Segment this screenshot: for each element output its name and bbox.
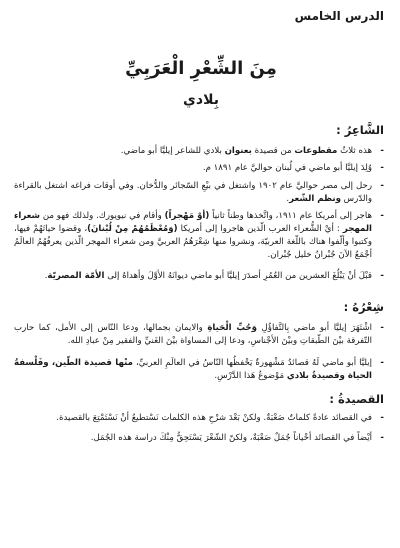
text-run: في القصائد عادةً كلماتٌ صَعْبَةٌ. ولكنْ بَعْدَ شرْحِ هذه الكلمات نَسْتطيعُ أنْ نَسْتَمْتِعَ بالقصيدة. (56, 413, 372, 423)
text-run: وأقام في نيويورك. ولذلك فهو من (40, 211, 165, 221)
text-run: من قصيدة (251, 146, 295, 156)
text-run: : أيْ الشُّعراء العرب الّذين هاجروا إلى أمريكا (177, 224, 343, 234)
bold-phrase: (وَمُعْظَمُهُمْ مِنْ لُبْنانَ) (87, 224, 178, 234)
list-item (14, 412, 384, 425)
text-run: بلادي للشاعر إيليَّا أبو ماضي. (120, 146, 225, 156)
bold-phrase: وَحُبِّ الْحَياةِ (207, 323, 257, 333)
text-run: هاجر إلى أمريكا عام ١٩١١، واتَّخذها وطناً ثانياً (209, 211, 372, 221)
bold-phrase: (أوْ مَهْجراً) (164, 211, 210, 221)
text-run: أيْضاً في القصائد أحْياناً جُمَلٌ صَعْبَةٌ، ولكنّ الشّعْرَ يَسْتَحِقُّ مِنْكَ دراسة هذه الجُمَل. (90, 433, 372, 443)
list-item (14, 210, 384, 262)
text-run: ، وقضوا حياتَهُمْ فيها، وكتبوا وألّفوا هناك باللّغة العربيّة، ونشروا منها شِعْرَهُمُ العربيَّ ومن شعراء المهجر الّذين يعرفُهُمُ العالَمُ أجْمَعُ الآنَ جُبْرانُ خليل جُبْران. (14, 224, 372, 260)
text-run: اشْتَهَرَ إيليَّا أبو ماضي بِالتَّفاؤُلِ (256, 323, 372, 333)
section-heading-poetry: شِعْرُهُ : (343, 300, 384, 314)
section-heading-poet: الشَّاعِرُ : (336, 123, 384, 137)
list-item (14, 357, 384, 383)
text-run: والايمان بجمالها، ودعا النّاس إلى الأمل، كما حارب التّفرقة بيْنَ الطّبقاتِ وبيْنَ الأجْناسِ، ودعا إلى المساواة بيْنَ الغَنيِّ والفقير مِنْ عبادِ الله. (14, 323, 372, 346)
text-run: . (286, 194, 290, 204)
bold-phrase: الأمّة المصريّة (47, 271, 105, 281)
page-title: مِنَ الشِّعْرِ الْعَرَبِيِّ (125, 58, 277, 79)
text-run: قبْلَ أنْ يَبْلُغَ العشرين من العُمُرِ أصدَرَ إيليَّا أبو ماضي ديوانَهُ الأوَّلَ وأهداهُ إلى (104, 271, 372, 281)
section-heading-poem: القصيدةُ : (329, 392, 384, 406)
list-item (14, 162, 384, 175)
bold-phrase: بعنوان (224, 146, 252, 156)
text-run: رحل إلى مصر حواليَّ عام ١٩٠٢ واشتغل في بيْعِ السّجائر والدُّخان. وفي أوقات فراغه اشتغل بالقراءة والدّرس (14, 181, 372, 204)
text-run: وُلِدَ إيليَّا أبو ماضي في لُبنان حواليَّ عام ١٨٩١ م. (202, 163, 372, 173)
list-item (14, 270, 384, 283)
bold-phrase: ونظم الشّعر (289, 194, 341, 204)
bold-phrase: شعراء المهجر (14, 211, 372, 234)
text-run: هذه ثلاثُ (337, 146, 372, 156)
list-item (14, 145, 384, 158)
poem-title: بِلادي (183, 92, 219, 108)
lesson-label: الدرس الخامس (294, 9, 384, 23)
list-item (14, 432, 384, 445)
text-run: إيليَّا أبو ماضي لَهُ قصائدُ مَشْهورةٌ يَحْفظُها النّاسُ في العالَمِ العربيِّ، (132, 358, 373, 368)
text-run: . (44, 271, 48, 281)
bold-phrase: منْها قصيدة الطّين، وفَلْسفةُ الحياة وقصيدةُ بلادي (14, 358, 372, 381)
list-item (14, 322, 384, 348)
bold-phrase: مقطوعات (294, 146, 338, 156)
text-run: مَوْضوعُ هَذا الدَّرْسِ. (214, 371, 287, 381)
list-item (14, 180, 384, 206)
document-page (14, 0, 388, 548)
